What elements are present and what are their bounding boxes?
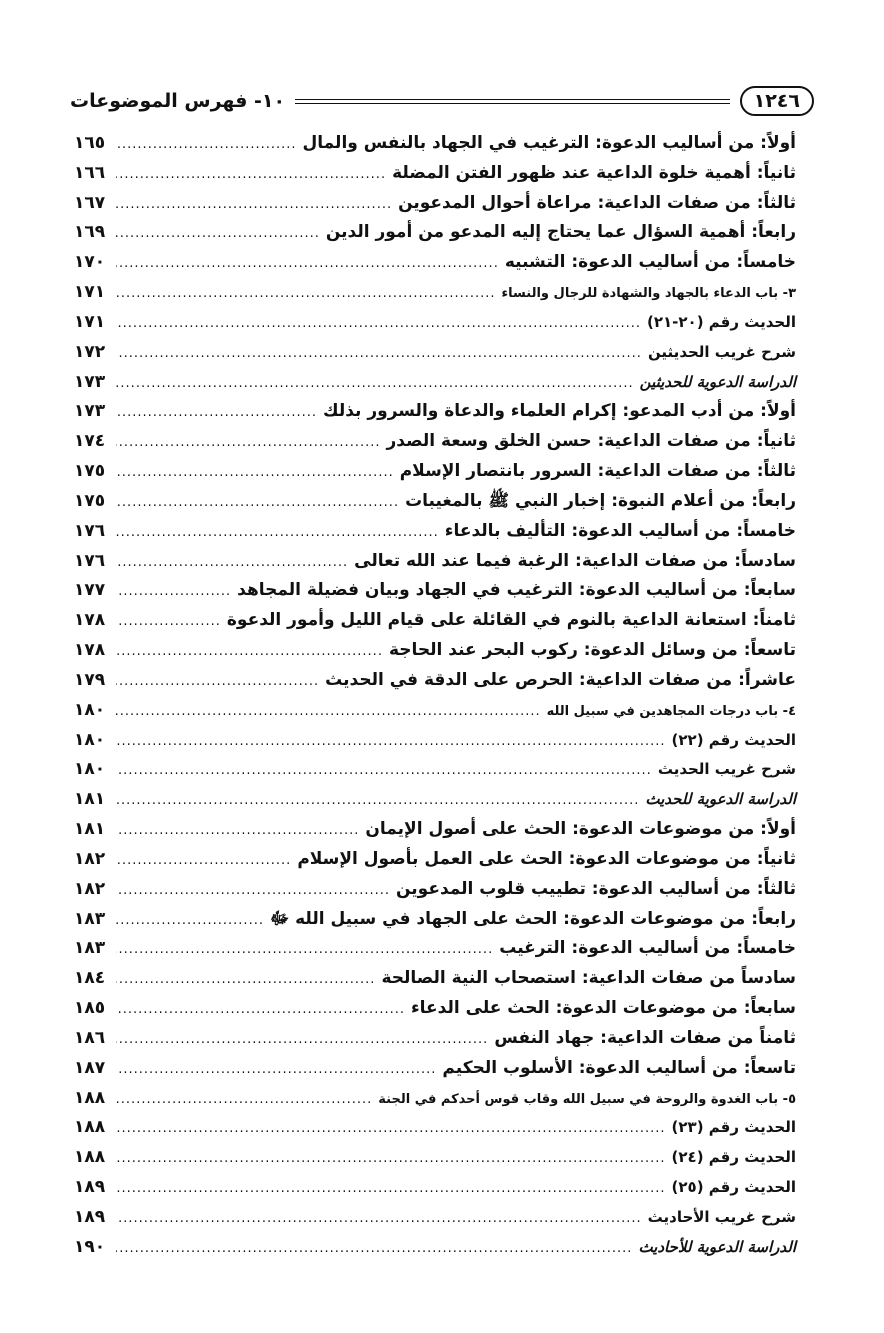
dot-leader	[116, 937, 493, 963]
dot-leader	[116, 729, 666, 755]
toc-entry-page: ١٧٧	[74, 580, 106, 601]
toc-entry	[74, 1085, 796, 1111]
toc-entry-page: ١٧٦	[74, 550, 106, 571]
toc-entry-page: ١٧٣	[74, 401, 106, 422]
toc-entry	[74, 995, 796, 1021]
toc-entry	[74, 577, 796, 603]
toc-entry	[74, 906, 796, 932]
toc-entry-title: خامساً: من أساليب الدعوة: التشبيه	[504, 252, 796, 273]
toc-entry-page: ١٧٥	[74, 490, 106, 511]
page-header	[70, 86, 814, 116]
toc-entry	[74, 697, 796, 723]
toc-entry	[74, 1204, 796, 1230]
dot-leader	[116, 490, 399, 516]
table-of-contents	[74, 130, 796, 1260]
toc-entry-title: ٣- باب الدعاء بالجهاد والشهادة للرجال والنساء	[501, 286, 796, 302]
dot-leader	[116, 132, 297, 158]
toc-entry	[74, 786, 796, 812]
dot-leader	[116, 460, 394, 486]
toc-entry-page: ١٨٣	[74, 938, 106, 959]
toc-entry-title: الحديث رقم (٢٤)	[671, 1148, 796, 1167]
toc-entry-page: ١٧١	[74, 282, 106, 303]
toc-entry-title: شرح غريب الحديث	[657, 760, 796, 779]
toc-entry	[74, 846, 796, 872]
toc-entry	[74, 1174, 796, 1200]
toc-entry-page: ١٨٠	[74, 759, 106, 780]
dot-leader	[116, 430, 380, 456]
dot-leader	[116, 908, 264, 934]
dot-leader	[116, 1236, 632, 1262]
toc-entry	[74, 428, 796, 454]
dot-leader	[116, 400, 317, 426]
toc-entry-page: ١٧٦	[74, 520, 106, 541]
toc-entry-page: ١٨٤	[74, 968, 106, 989]
toc-entry-title: أولاً: من موضوعات الدعوة: الحث على أصول الإيمان	[365, 819, 796, 840]
toc-entry-page: ١٨٥	[74, 998, 106, 1019]
toc-entry-page: ١٦٩	[74, 222, 106, 243]
toc-entry-title: الدراسة الدعوية للحديث	[645, 790, 796, 809]
dot-leader	[116, 1146, 666, 1172]
toc-entry-page: ١٨٧	[74, 1057, 106, 1078]
toc-entry	[74, 1025, 796, 1051]
toc-entry-title: ثالثاً: من أساليب الدعوة: تطييب قلوب المدعوين	[396, 878, 796, 899]
toc-entry-page: ١٨٩	[74, 1206, 106, 1227]
toc-entry	[74, 876, 796, 902]
toc-entry-page: ١٧١	[74, 311, 106, 332]
dot-leader	[116, 221, 320, 247]
toc-entry-title: الحديث رقم (٢٣)	[671, 1118, 796, 1137]
toc-entry	[74, 637, 796, 663]
dot-leader	[116, 1057, 436, 1083]
toc-entry-title: الدراسة الدعوية للأحاديث	[638, 1237, 796, 1256]
dot-leader	[116, 609, 221, 635]
dot-leader	[116, 162, 386, 188]
dot-leader	[116, 788, 639, 814]
toc-entry	[74, 369, 796, 395]
toc-entry	[74, 279, 796, 305]
toc-entry-title: رابعاً: من أعلام النبوة: إخبار النبي ﷺ بالمغيبات	[405, 490, 796, 511]
toc-entry-title: ثانياً: من صفات الداعية: حسن الخلق وسعة الصدر	[386, 431, 796, 452]
toc-entry	[74, 667, 796, 693]
toc-entry-title: ثالثاً: من صفات الداعية: السرور بانتصار الإسلام	[399, 461, 796, 482]
toc-entry-page: ١٨٠	[74, 699, 106, 720]
toc-entry-title: الحديث رقم (٢٥)	[671, 1177, 796, 1196]
toc-entry-page: ١٧٨	[74, 610, 106, 631]
toc-entry-title: الدراسة الدعوية للحديثين	[639, 372, 796, 391]
toc-entry	[74, 1144, 796, 1170]
dot-leader	[116, 1027, 488, 1053]
toc-entry-title: خامساً: من أساليب الدعوة: الترغيب	[499, 938, 796, 959]
toc-entry-page: ١٦٥	[74, 133, 106, 153]
dot-leader	[116, 967, 375, 993]
toc-entry	[74, 607, 796, 633]
toc-entry-page: ١٩٠	[74, 1236, 106, 1257]
toc-entry-title: شرح غريب الحديثين	[647, 342, 796, 361]
dot-leader	[116, 818, 359, 844]
toc-entry	[74, 1234, 796, 1260]
dot-leader	[116, 520, 439, 546]
toc-entry	[74, 190, 796, 216]
toc-entry-page: ١٧٥	[74, 461, 106, 482]
toc-entry	[74, 488, 796, 514]
toc-entry-title: ثانياً: أهمية خلوة الداعية عند ظهور الفتن المضلة	[392, 162, 796, 183]
toc-entry-page: ١٨٨	[74, 1087, 106, 1108]
dot-leader	[116, 281, 496, 307]
toc-entry-title: ٥- باب الغدوة والروحة في سبيل الله وقاب قوس أحدكم في الجنة	[378, 1091, 796, 1107]
toc-entry	[74, 965, 796, 991]
dot-leader	[116, 699, 541, 725]
toc-entry-page: ١٨٢	[74, 848, 106, 869]
toc-entry	[74, 935, 796, 961]
toc-entry-page: ١٨٠	[74, 729, 106, 750]
toc-entry	[74, 727, 796, 753]
toc-entry-page: ١٧٩	[74, 669, 106, 690]
toc-entry	[74, 160, 796, 186]
toc-entry	[74, 309, 796, 335]
toc-entry	[74, 249, 796, 275]
dot-leader	[116, 997, 405, 1023]
toc-entry	[74, 816, 796, 842]
toc-entry-page: ١٨٨	[74, 1117, 106, 1138]
dot-leader	[116, 579, 231, 605]
toc-entry	[74, 518, 796, 544]
toc-entry-title: أولاً: من أدب المدعو: إكرام العلماء والدعاة والسرور بذلك	[323, 401, 796, 422]
toc-entry	[74, 398, 796, 424]
toc-entry-title: سابعاً: من أساليب الدعوة: الترغيب في الجهاد وبيان فضيلة المجاهد	[237, 580, 796, 601]
dot-leader	[116, 1206, 642, 1232]
dot-leader	[116, 639, 383, 665]
dot-leader	[116, 371, 634, 397]
toc-entry-title: عاشراً: من صفات الداعية: الحرص على الدقة في الحديث	[325, 669, 796, 690]
toc-entry-title: رابعاً: أهمية السؤال عما يحتاج إليه المدعو من أمور الدين	[325, 222, 796, 243]
dot-leader	[116, 192, 392, 218]
section-title: ١٠- فهرس الموضوعات	[70, 90, 286, 112]
page-number-badge: ١٢٤٦	[740, 86, 814, 116]
dot-leader	[116, 251, 499, 277]
toc-entry-page: ١٧٨	[74, 640, 106, 661]
toc-entry	[74, 458, 796, 484]
toc-entry-title: ثانياً: من موضوعات الدعوة: الحث على العمل بأصول الإسلام	[297, 848, 796, 869]
toc-entry-title: الحديث رقم (٢٠-٢١)	[647, 312, 796, 331]
dot-leader	[116, 669, 319, 695]
toc-entry-page: ١٨١	[74, 789, 106, 810]
toc-entry-page: ١٨١	[74, 819, 106, 840]
toc-entry	[74, 756, 796, 782]
toc-entry	[74, 548, 796, 574]
dot-leader	[116, 758, 652, 784]
toc-entry-title: سادساً: من صفات الداعية: الرغبة فيما عند الله تعالى	[354, 550, 796, 571]
toc-entry-title: شرح غريب الأحاديث	[647, 1207, 796, 1226]
toc-entry-title: سابعاً: من موضوعات الدعوة: الحث على الدعاء	[410, 998, 796, 1019]
toc-entry	[74, 1114, 796, 1140]
dot-leader	[116, 1116, 666, 1142]
toc-entry-page: ١٦٧	[74, 192, 106, 213]
toc-entry-page: ١٨٣	[74, 908, 106, 929]
header-rule	[295, 99, 729, 104]
toc-entry-title: أولاً: من أساليب الدعوة: الترغيب في الجهاد بالنفس والمال	[302, 133, 796, 153]
dot-leader	[116, 1176, 666, 1202]
toc-entry-title: تاسعاً: من أساليب الدعوة: الأسلوب الحكيم	[442, 1057, 796, 1078]
toc-entry-title: ثالثاً: من صفات الداعية: مراعاة أحوال المدعوين	[398, 192, 796, 213]
toc-entry-title: تاسعاً: من وسائل الدعوة: ركوب البحر عند الحاجة	[388, 640, 796, 661]
toc-entry-title: ثامناً من صفات الداعية: جهاد النفس	[494, 1027, 796, 1048]
toc-entry-page: ١٧٣	[74, 371, 106, 392]
toc-entry-title: ٤- باب درجات المجاهدين في سبيل الله	[546, 703, 796, 719]
toc-entry-title: رابعاً: من موضوعات الدعوة: الحث على الجهاد في سبيل الله ﷻ	[269, 908, 796, 929]
dot-leader	[116, 848, 291, 874]
dot-leader	[116, 878, 390, 904]
toc-entry-page: ١٧٤	[74, 431, 106, 452]
toc-entry-page: ١٨٦	[74, 1027, 106, 1048]
dot-leader	[116, 1087, 372, 1113]
toc-entry-page: ١٨٨	[74, 1147, 106, 1168]
toc-entry-page: ١٧٠	[74, 252, 106, 273]
toc-entry-page: ١٧٢	[74, 341, 106, 362]
toc-entry-title: خامساً: من أساليب الدعوة: التأليف بالدعاء	[444, 520, 796, 541]
toc-entry-title: ثامناً: استعانة الداعية بالنوم في القائلة على قيام الليل وأمور الدعوة	[226, 610, 796, 631]
toc-entry-title: الحديث رقم (٢٢)	[671, 730, 796, 749]
toc-entry	[74, 219, 796, 245]
toc-entry	[74, 1055, 796, 1081]
dot-leader	[116, 311, 641, 337]
toc-entry	[74, 339, 796, 365]
toc-entry-page: ١٦٦	[74, 162, 106, 183]
dot-leader	[116, 550, 348, 576]
toc-entry	[74, 130, 796, 156]
toc-entry-page: ١٨٢	[74, 878, 106, 899]
toc-entry-page: ١٨٩	[74, 1176, 106, 1197]
toc-entry-title: سادساً من صفات الداعية: استصحاب النية الصالحة	[381, 968, 796, 989]
dot-leader	[116, 341, 642, 367]
